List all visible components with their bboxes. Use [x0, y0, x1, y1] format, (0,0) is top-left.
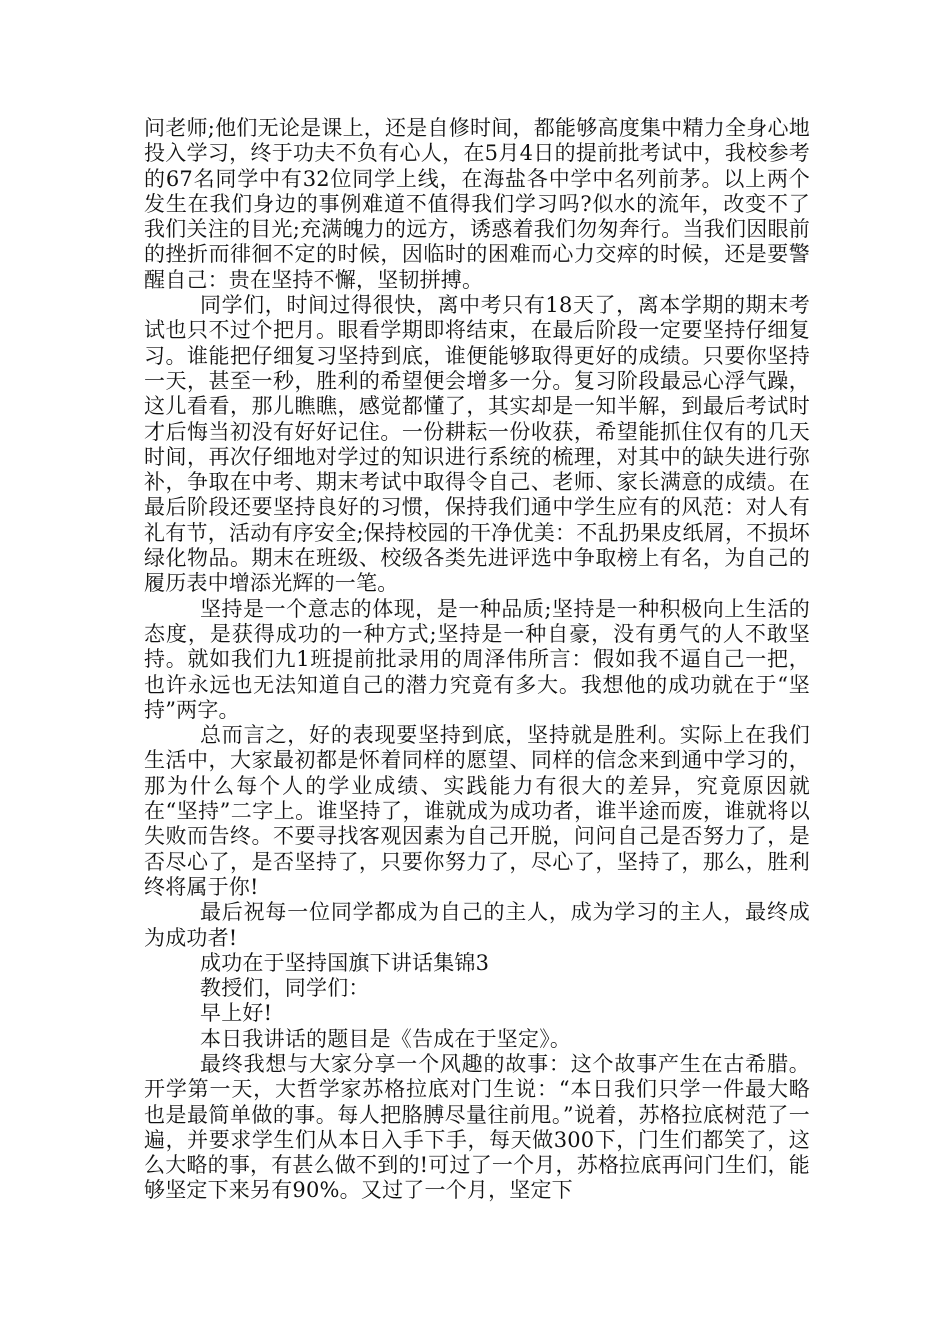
- paragraph-1: 问老师;他们无论是课上，还是自修时间，都能够高度集中精力全身心地投入学习，终于功夫不负有心人，在5月4日的提前批考试中，我校参考的67名同学中有32位同学上线，在海盐各中学中名列前茅。以上两个发生在我们身边的事例难道不值得我们学习吗?似水的流年，改变不了我们关注的目光;充满魄力的远方，诱惑着我们勿匆奔行。当我们因眼前的挫折而徘徊不定的时候，因临时的困难而心力交瘁的时候，还是要警醒自己：贵在坚持不懈，坚韧拼搏。: [144, 116, 810, 292]
- salutation: 教授们，同学们：: [200, 976, 370, 1001]
- paragraph-2: 同学们，时间过得很快，离中考只有18天了，离本学期的期末考试也只不过个把月。眼看学期即将结束，在最后阶段一定要坚持仔细复习。谁能把仔细复习坚持到底，谁便能够取得更好的成绩。只要你坚持一天，甚至一秒，胜利的希望便会增多一分。复习阶段最忌心浮气躁，这儿看看，那儿瞧瞧，感觉都懂了，其实却是一知半解，到最后考试时才后悔当初没有好好记住。一份耕耘一份收获，希望能抓住仅有的几天时间，再次仔细地对学过的知识进行系统的梳理，对其中的缺失进行弥补，争取在中考、期末考试中取得令自己、老师、家长满意的成绩。在最后阶段还要坚持良好的习惯，保持我们通中学生应有的风范：对人有礼有节，活动有序安全;保持校园的干净优美：不乱扔果皮纸屑，不损坏绿化物品。期末在班级、校级各类先进评选中争取榜上有名，为自己的履历表中增添光辉的一笔。: [144, 293, 810, 596]
- greeting: 早上好!: [200, 1001, 273, 1026]
- paragraph-3: 坚持是一个意志的体现，是一种品质;坚持是一种积极向上生活的态度，是获得成功的一种方式;坚持是一种自豪，没有勇气的人不敢坚持。就如我们九1班提前批录用的周泽伟所言：假如我不逼自己一把，也许永远也无法知道自己的潜力究竟有多大。我想他的成功就在于“坚持”两字。: [144, 596, 810, 722]
- paragraph-story: 最终我想与大家分享一个风趣的故事：这个故事产生在古希腊。开学第一天，大哲学家苏格拉底对门生说：“本日我们只学一件最大略也是最简单做的事。每人把胳膊尽量往前甩。”说着，苏格拉底树范了一遍，并要求学生们从本日入手下手，每天做300下，门生们都笑了，这么大略的事，有甚么做不到的!可过了一个月，苏格拉底再问门生们，能够坚定下来另有90%。又过了一个月，坚定下: [144, 1051, 810, 1203]
- document-body: [144, 116, 810, 1204]
- speech-topic: 本日我讲话的题目是《告成在于坚定》。: [200, 1026, 572, 1051]
- paragraph-4: 总而言之，好的表现要坚持到底，坚持就是胜利。实际上在我们生活中，大家最初都是怀着同样的愿望、同样的信念来到通中学习的，那为什么每个人的学业成绩、实践能力有很大的差异，究竟原因就在“坚持”二字上。谁坚持了，谁就成为成功者，谁半途而废，谁就将以失败而告终。不要寻找客观因素为自己开脱，问问自己是否努力了，是否尽心了，是否坚持了，只要你努力了，尽心了，坚持了，那么，胜利终将属于你!: [144, 723, 810, 899]
- section-heading: 成功在于坚持国旗下讲话集锦3: [200, 950, 490, 975]
- paragraph-5: 最后祝每一位同学都成为自己的主人，成为学习的主人，最终成为成功者!: [144, 900, 810, 950]
